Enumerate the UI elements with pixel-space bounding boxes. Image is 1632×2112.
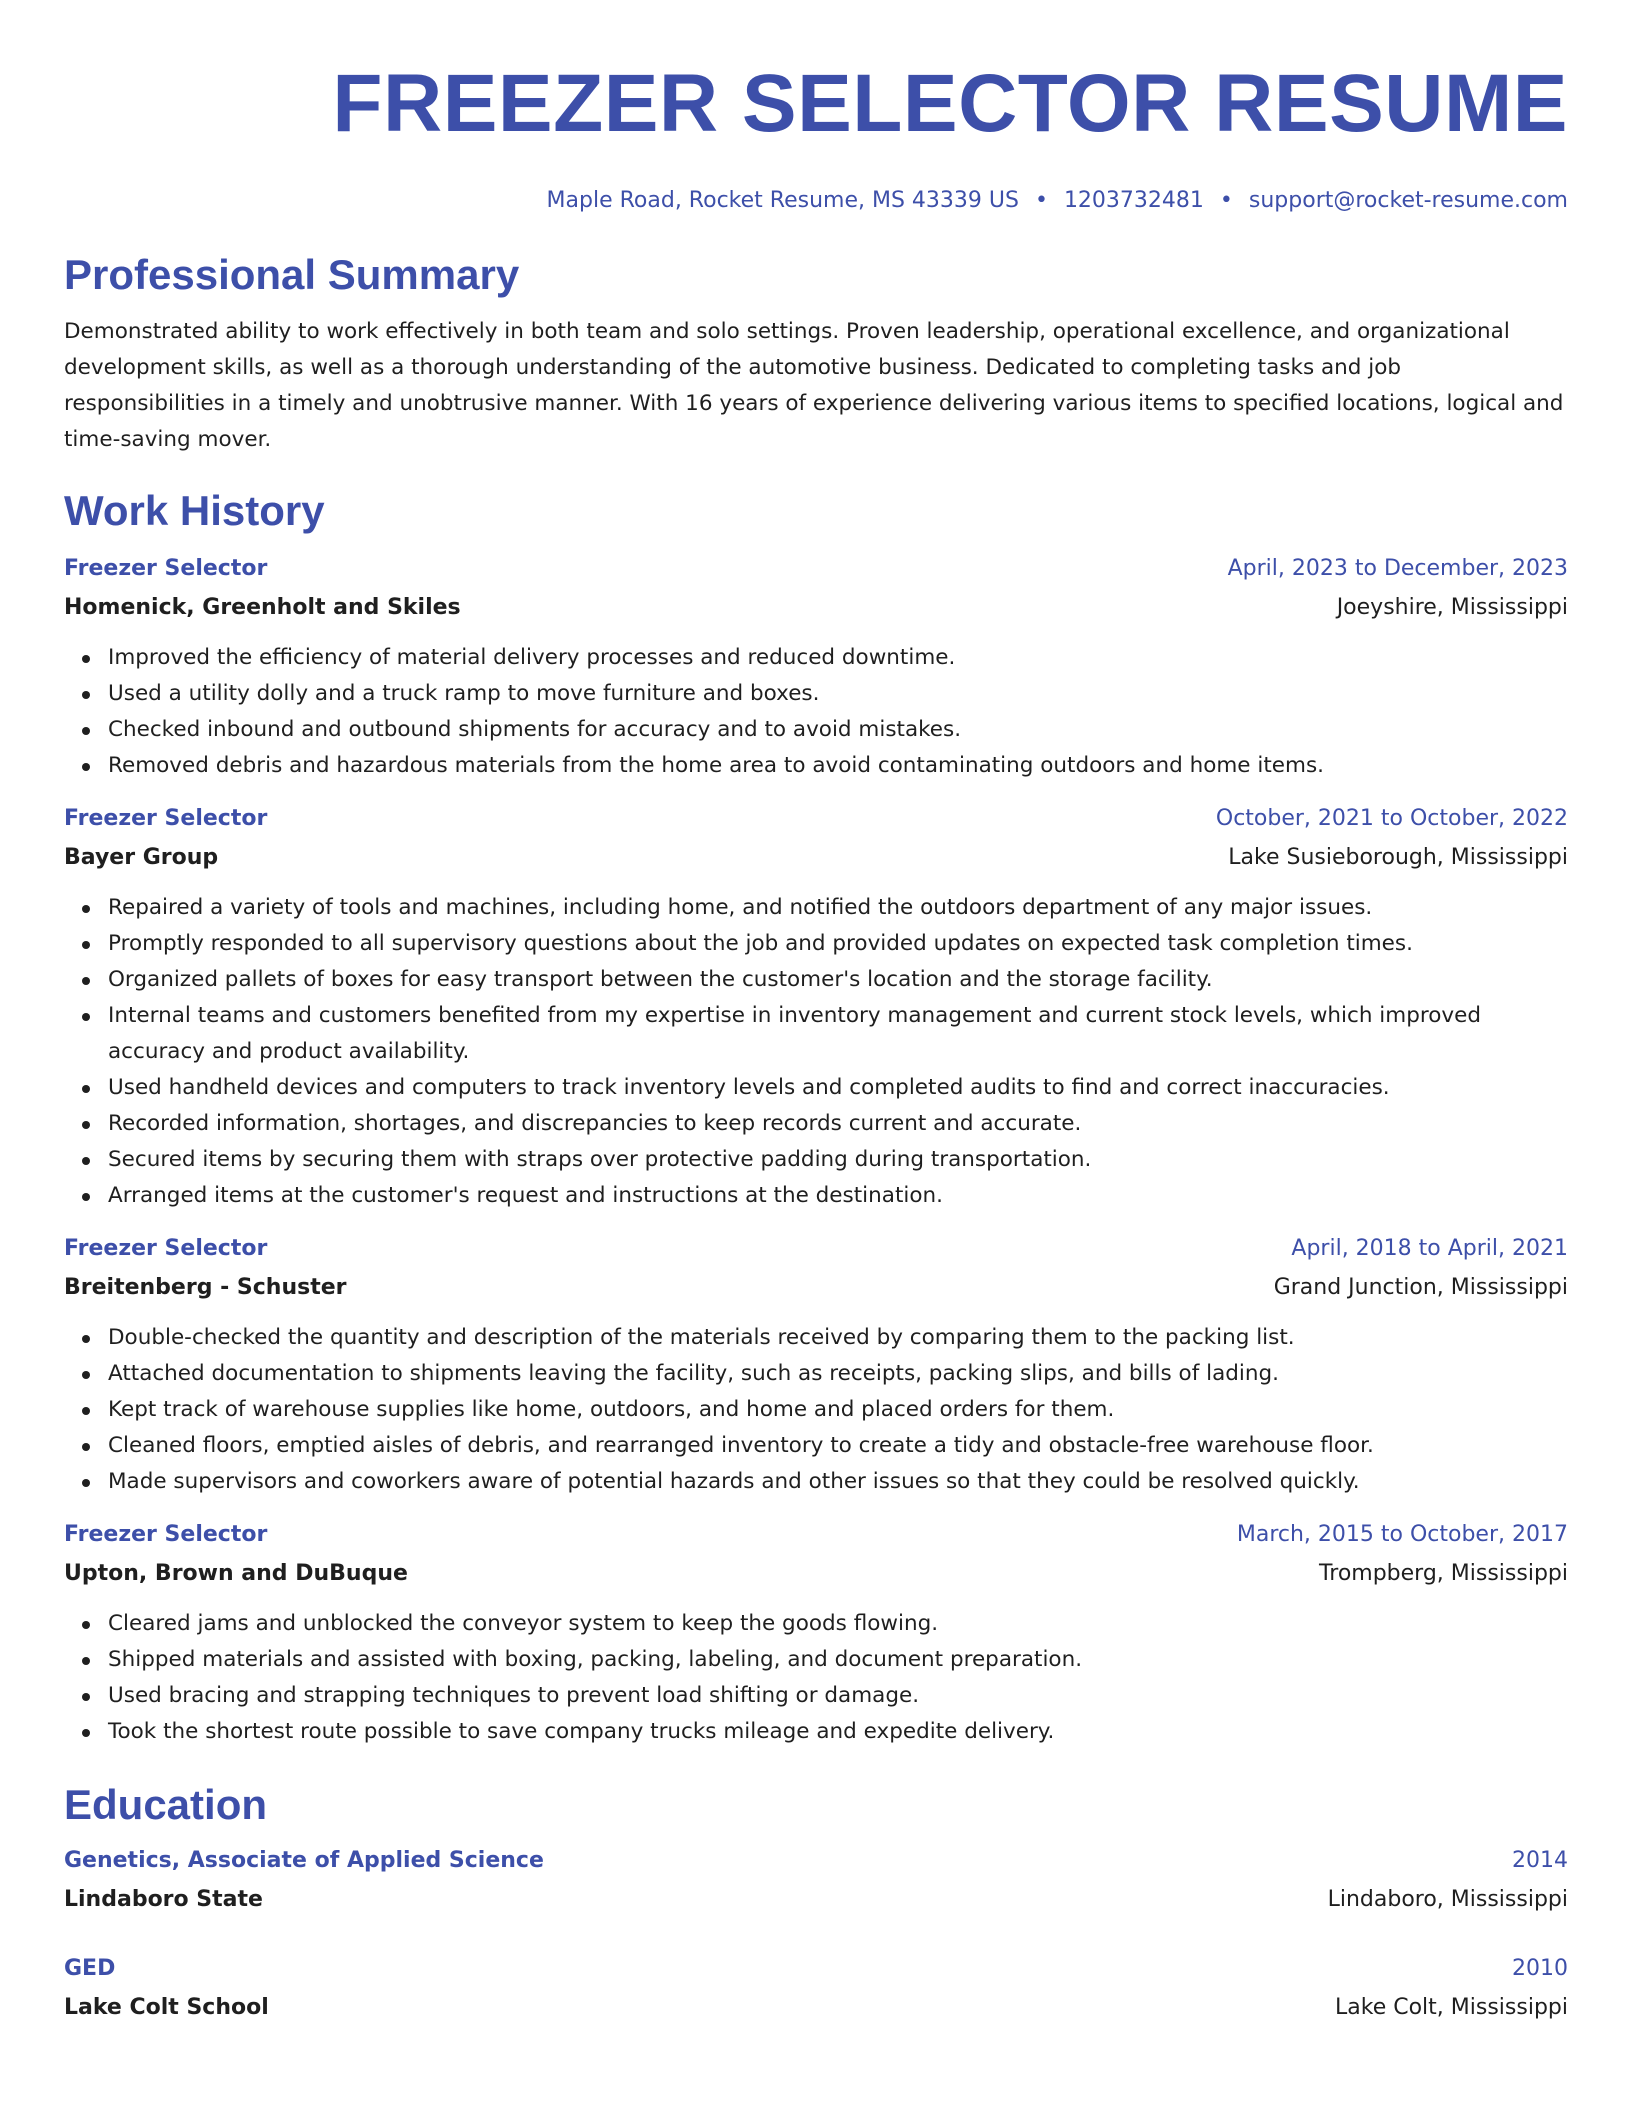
education-degree: GED xyxy=(64,1956,116,1981)
job-role: Freezer Selector xyxy=(64,556,268,581)
contact-address: Maple Road, Rocket Resume, MS 43339 US xyxy=(546,188,1019,213)
resume-title: FREEZER SELECTOR RESUME xyxy=(332,58,1568,149)
education-school: Lake Colt School xyxy=(64,1995,269,2020)
education-year: 2014 xyxy=(1512,1848,1568,1873)
job-dates: April, 2018 to April, 2021 xyxy=(1291,1236,1568,1261)
job-bullet: Kept track of warehouse supplies like home, outdoors, and home and placed orders for them. xyxy=(64,1392,1568,1428)
job-bullet: Used a utility dolly and a truck ramp to move furniture and boxes. xyxy=(64,676,1568,712)
job-dates: October, 2021 to October, 2022 xyxy=(1215,806,1568,831)
job-bullet-list xyxy=(64,1320,1568,1500)
education-degree: Genetics, Associate of Applied Science xyxy=(64,1848,544,1873)
job-bullet: Secured items by securing them with straps over protective padding during transportation. xyxy=(64,1142,1568,1178)
job-location: Lake Susieborough, Mississippi xyxy=(1228,845,1568,870)
education-entry xyxy=(64,1844,1568,1918)
section-title-education: Education xyxy=(64,1781,268,1828)
job-bullet-list xyxy=(64,640,1568,784)
job-bullet: Arranged items at the customer's request and instructions at the destination. xyxy=(64,1178,1568,1214)
job-role: Freezer Selector xyxy=(64,1522,268,1547)
job-bullet-list xyxy=(64,890,1568,1214)
job-company: Upton, Brown and DuBuque xyxy=(64,1561,408,1586)
section-title-professional-summary: Professional Summary xyxy=(64,251,520,298)
job-entry xyxy=(64,802,1568,1214)
contact-line xyxy=(64,186,1568,216)
job-company: Breitenberg - Schuster xyxy=(64,1275,347,1300)
job-bullet: Removed debris and hazardous materials from the home area to avoid contaminating outdoors and home items. xyxy=(64,748,1568,784)
job-bullet: Used bracing and strapping techniques to prevent load shifting or damage. xyxy=(64,1678,1568,1714)
job-bullet: Recorded information, shortages, and discrepancies to keep records current and accurate. xyxy=(64,1106,1568,1142)
resume-header xyxy=(64,58,1568,216)
education-year: 2010 xyxy=(1512,1956,1568,1981)
professional-summary-text: Demonstrated ability to work effectively in both team and solo settings. Proven leadership, operational excellence, and organizational development skills, as well as a thorough understanding of the automotive business. Dedicated to completing tasks and job responsibilities in a timely and unobtrusive manner. With 16 years of experience delivering various items to specified locations, logical and time-saving mover. xyxy=(64,319,1564,452)
job-bullet: Checked inbound and outbound shipments for accuracy and to avoid mistakes. xyxy=(64,712,1568,748)
job-bullet-list xyxy=(64,1606,1568,1750)
contact-separator: • xyxy=(1034,188,1048,213)
education-entry xyxy=(64,1952,1568,2026)
education-school: Lindaboro State xyxy=(64,1887,263,1912)
education-location: Lake Colt, Mississippi xyxy=(1335,1995,1568,2020)
job-entry xyxy=(64,1518,1568,1750)
job-bullet: Made supervisors and coworkers aware of potential hazards and other issues so that they could be resolved quickly. xyxy=(64,1464,1568,1500)
job-bullet: Repaired a variety of tools and machines, including home, and notified the outdoors department of any major issues. xyxy=(64,890,1568,926)
job-bullet: Attached documentation to shipments leaving the facility, such as receipts, packing slips, and bills of lading. xyxy=(64,1356,1568,1392)
contact-email[interactable]: support@rocket-resume.com xyxy=(1248,188,1568,213)
job-bullet: Cleaned floors, emptied aisles of debris, and rearranged inventory to create a tidy and obstacle-free warehouse floor. xyxy=(64,1428,1568,1464)
job-location: Grand Junction, Mississippi xyxy=(1273,1275,1568,1300)
job-bullet: Took the shortest route possible to save company trucks mileage and expedite delivery. xyxy=(64,1714,1568,1750)
education-list xyxy=(64,1844,1568,2026)
work-history-list xyxy=(64,552,1568,1750)
job-bullet: Organized pallets of boxes for easy transport between the customer's location and the storage facility. xyxy=(64,962,1568,998)
job-dates: March, 2015 to October, 2017 xyxy=(1236,1522,1568,1547)
section-title-work-history: Work History xyxy=(64,487,325,534)
job-location: Trompberg, Mississippi xyxy=(1319,1561,1568,1586)
job-bullet: Promptly responded to all supervisory questions about the job and provided updates on expected task completion times. xyxy=(64,926,1568,962)
job-company: Bayer Group xyxy=(64,845,219,870)
contact-phone: 1203732481 xyxy=(1063,188,1204,213)
job-bullet: Improved the efficiency of material delivery processes and reduced downtime. xyxy=(64,640,1568,676)
job-company: Homenick, Greenholt and Skiles xyxy=(64,595,461,620)
job-role: Freezer Selector xyxy=(64,806,268,831)
job-dates: April, 2023 to December, 2023 xyxy=(1227,556,1568,581)
education-location: Lindaboro, Mississippi xyxy=(1327,1887,1568,1912)
job-bullet: Internal teams and customers benefited from my expertise in inventory management and current stock levels, which improved accuracy and product availability. xyxy=(64,998,1568,1070)
contact-separator: • xyxy=(1219,188,1233,213)
job-entry xyxy=(64,552,1568,784)
job-bullet: Used handheld devices and computers to track inventory levels and completed audits to find and correct inaccuracies. xyxy=(64,1070,1568,1106)
job-location: Joeyshire, Mississippi xyxy=(1336,595,1568,620)
job-entry xyxy=(64,1232,1568,1500)
job-role: Freezer Selector xyxy=(64,1236,268,1261)
job-bullet: Double-checked the quantity and description of the materials received by comparing them to the packing list. xyxy=(64,1320,1568,1356)
job-bullet: Shipped materials and assisted with boxing, packing, labeling, and document preparation. xyxy=(64,1642,1568,1678)
job-bullet: Cleared jams and unblocked the conveyor system to keep the goods flowing. xyxy=(64,1606,1568,1642)
